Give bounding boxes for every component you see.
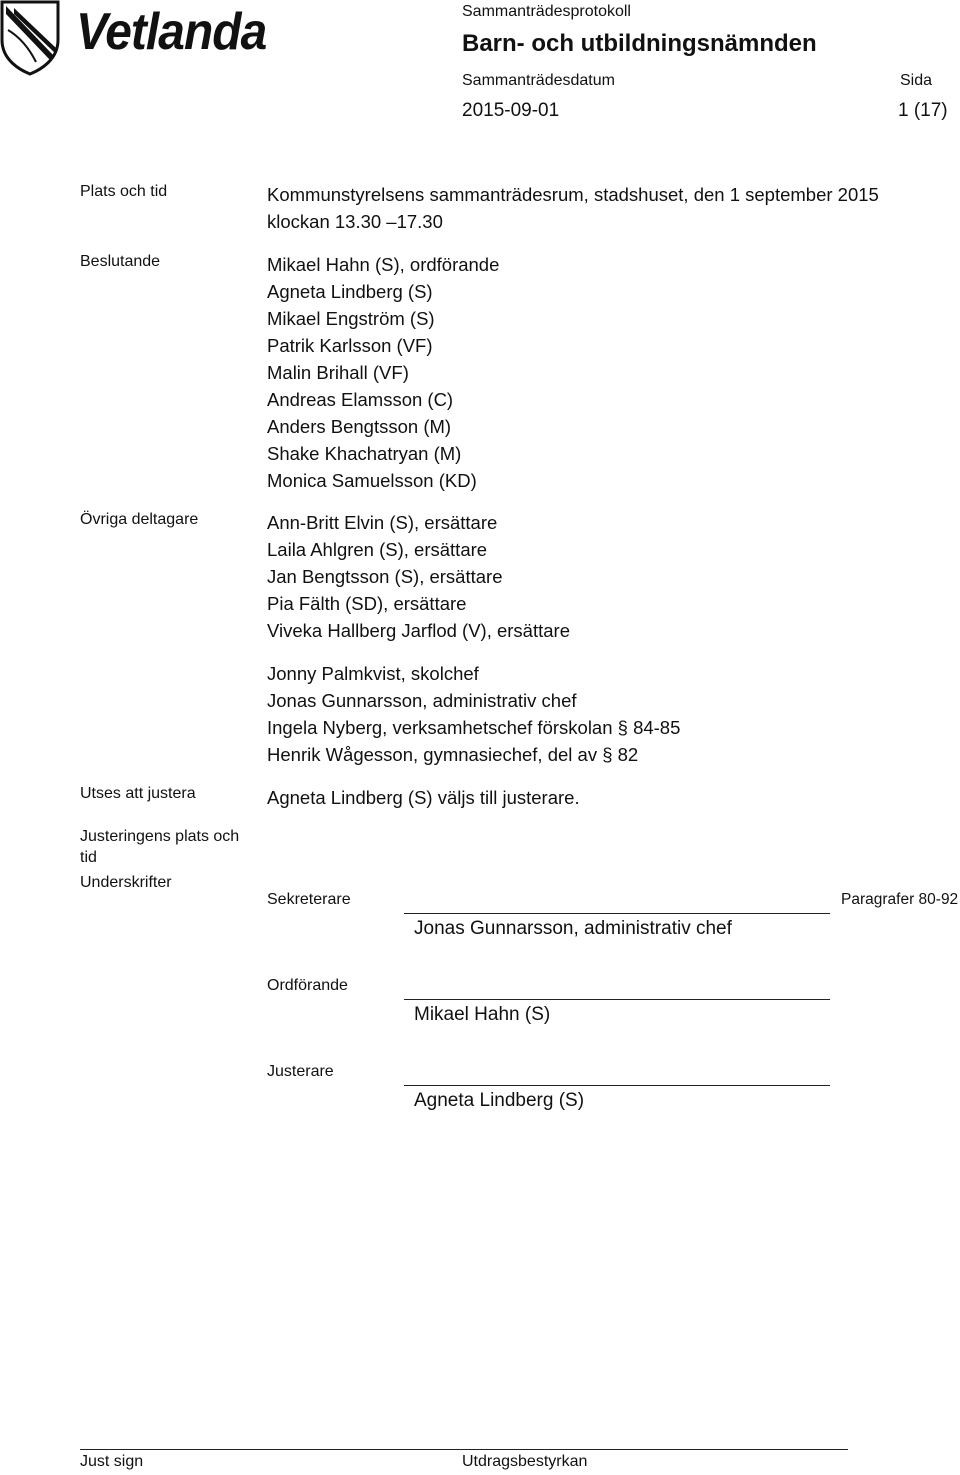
list-item: Andreas Elamsson (C): [267, 389, 454, 410]
list-item: Anders Bengtsson (M): [267, 416, 452, 437]
list-item: Patrik Karlsson (VF): [267, 335, 433, 356]
doc-type: Sammanträdesprotokoll: [462, 3, 631, 20]
beslutande-list: [267, 251, 499, 494]
just-sign-label: Just sign: [80, 1453, 144, 1470]
list-item: Mikael Engström (S): [267, 308, 435, 329]
justerare-name: Agneta Lindberg (S): [414, 1090, 585, 1111]
ordforande-signature-line: [404, 999, 830, 1000]
list-item: Malin Brihall (VF): [267, 362, 409, 383]
list-item: Pia Fälth (SD), ersättare: [267, 593, 467, 614]
justerare-label: Justerare: [267, 1063, 334, 1080]
list-item: Shake Khachatryan (M): [267, 443, 462, 464]
sekreterare-signature-line: [404, 913, 830, 914]
list-item: Ann-Britt Elvin (S), ersättare: [267, 512, 498, 533]
list-item: Henrik Wågesson, gymnasiechef, del av § 82: [267, 744, 639, 765]
ordforande-name: Mikael Hahn (S): [414, 1004, 551, 1025]
committee-title: Barn- och utbildningsnämnden: [462, 30, 817, 57]
justerare-signature-line: [404, 1085, 830, 1086]
list-item: Jonny Palmkvist, skolchef: [267, 663, 479, 684]
ovriga-label: Övriga deltagare: [80, 511, 199, 528]
underskrifter-label: Underskrifter: [80, 874, 172, 891]
list-item: Laila Ahlgren (S), ersättare: [267, 539, 488, 560]
ersattare-list: [267, 509, 570, 644]
beslutande-label: Beslutande: [80, 253, 161, 270]
plats-label: Plats och tid: [80, 183, 168, 200]
plats-line-2: klockan 13.30 –17.30: [267, 211, 443, 232]
plats-line-1: Kommunstyrelsens sammanträdesrum, stadshuset, den 1 september 2015: [267, 184, 879, 205]
utdragsbestyrkan-label: Utdragsbestyrkan: [462, 1453, 588, 1470]
tjansteman-list: [267, 660, 680, 768]
list-item: Jan Bengtsson (S), ersättare: [267, 566, 503, 587]
list-item: Jonas Gunnarsson, administrativ chef: [267, 690, 577, 711]
vetlanda-crest-icon: [0, 0, 62, 76]
vetlanda-logo-text: Vetlanda: [76, 3, 267, 61]
page-label: Sida: [900, 72, 933, 89]
sekreterare-name: Jonas Gunnarsson, administrativ chef: [414, 918, 732, 939]
meeting-date: 2015-09-01: [462, 100, 560, 121]
list-item: Viveka Hallberg Jarflod (V), ersättare: [267, 620, 570, 641]
list-item: Agneta Lindberg (S): [267, 281, 433, 302]
page-number: 1 (17): [898, 100, 948, 121]
utses-value: Agneta Lindberg (S) väljs till justerare.: [267, 787, 580, 808]
justeringens-label-line-2: tid: [80, 849, 97, 866]
list-item: Monica Samuelsson (KD): [267, 470, 477, 491]
ordforande-label: Ordförande: [267, 977, 348, 994]
paragrafer-label: Paragrafer 80-92: [841, 891, 959, 908]
footer-divider: [80, 1449, 848, 1450]
sekreterare-label: Sekreterare: [267, 891, 351, 908]
utses-label: Utses att justera: [80, 785, 196, 802]
list-item: Ingela Nyberg, verksamhetschef förskolan § 84-85: [267, 717, 681, 738]
justeringens-label-line-1: Justeringens plats och: [80, 828, 240, 845]
date-label: Sammanträdesdatum: [462, 72, 615, 89]
list-item: Mikael Hahn (S), ordförande: [267, 254, 500, 275]
